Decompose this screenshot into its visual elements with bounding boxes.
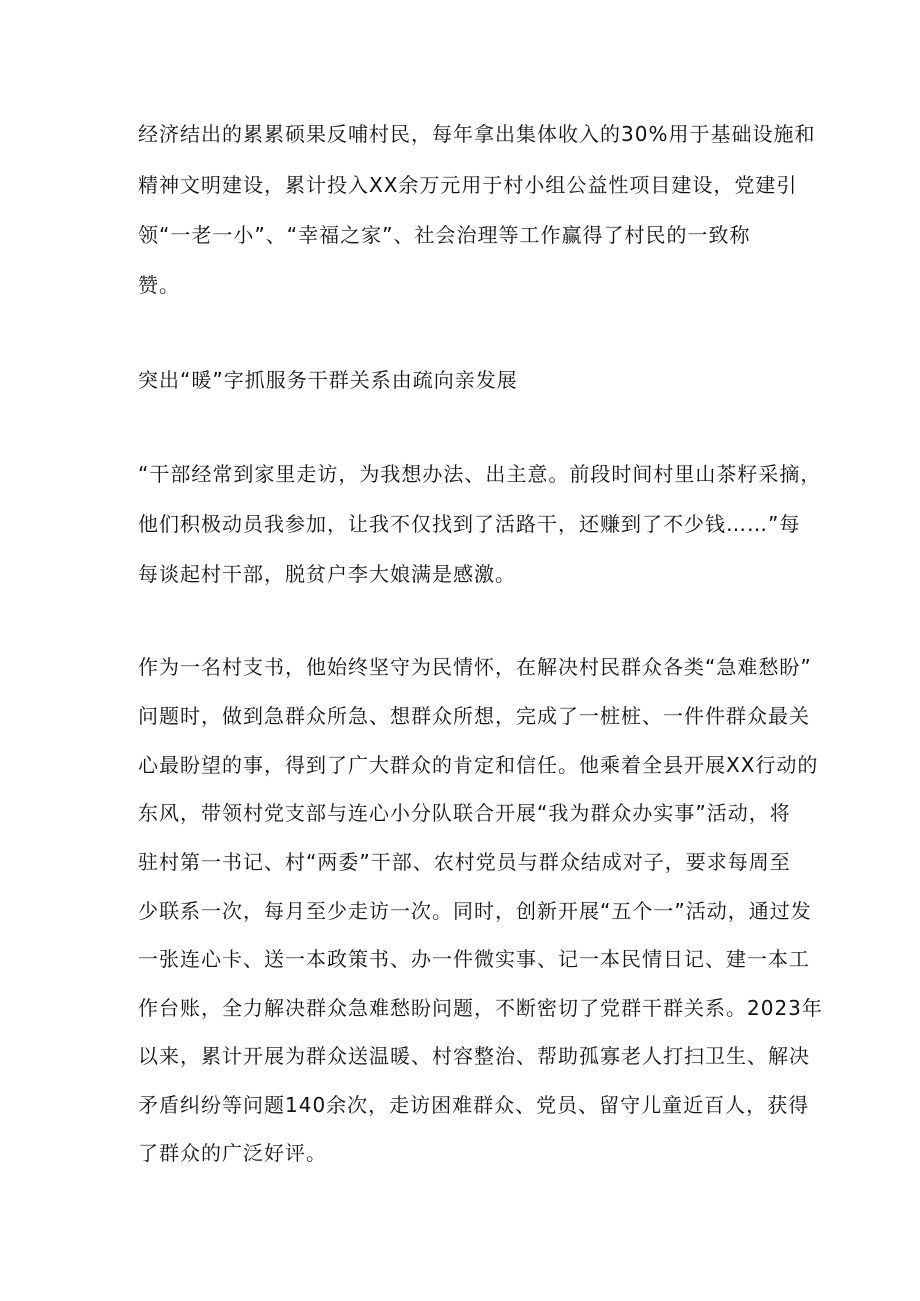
paragraph-3-line: 少联系一次，每月至少走访一次。同时，创新开展“五个一”活动，通过发 — [138, 899, 812, 923]
paragraph-3-line: 驻村第一书记、村“两委”干部、农村党员与群众结成对子，要求每周至 — [138, 850, 791, 874]
paragraph-3-line: 一张连心卡、送一本政策书、办一件微实事、记一本民情日记、建一本工 — [138, 947, 810, 971]
paragraph-1-line: 领“一老一小”、“幸福之家”、社会治理等工作赢得了村民的一致称 — [138, 223, 751, 247]
paragraph-3-line: 心最盼望的事，得到了广大群众的肯定和信任。他乘着全县开展XX行动的 — [138, 753, 819, 777]
paragraph-3-line: 以来，累计开展为群众送温暖、村容整治、帮助孤寡老人打扫卫生、解决 — [138, 1044, 810, 1068]
paragraph-3-line: 作台账，全力解决群众急难愁盼问题，不断密切了党群干群关系。2023年 — [138, 996, 823, 1020]
section-heading: 突出“暖”字抓服务干群关系由疏向亲发展 — [138, 368, 518, 392]
paragraph-3-line: 了群众的广泛好评。 — [138, 1141, 327, 1165]
paragraph-2-line: “干部经常到家里走访，为我想办法、出主意。前段时间村里山茶籽采摘， — [138, 462, 822, 486]
paragraph-2-line: 每谈起村干部，脱贫户李大娘满是感激。 — [138, 562, 516, 586]
paragraph-2-line: 他们积极动员我参加，让我不仅找到了活路干，还赚到了不少钱……”每 — [138, 512, 801, 536]
paragraph-3-line: 东风，带领村党支部与连心小分队联合开展“我为群众办实事”活动，将 — [138, 801, 791, 825]
paragraph-3-line: 作为一名村支书，他始终坚守为民情怀，在解决村民群众各类“急难愁盼” — [138, 655, 812, 679]
paragraph-3-line: 问题时，做到急群众所急、想群众所想，完成了一桩桩、一件件群众最关 — [138, 704, 810, 728]
paragraph-1-line: 经济结出的累累硕果反哺村民，每年拿出集体收入的30%用于基础设施和 — [138, 122, 816, 146]
paragraph-1-line: 精神文明建设，累计投入XX余万元用于村小组公益性项目建设，党建引 — [138, 173, 798, 197]
paragraph-3-line: 矛盾纠纷等问题140余次，走访困难群众、党员、留守儿童近百人，获得 — [138, 1093, 810, 1117]
paragraph-1-line: 赞。 — [138, 273, 180, 297]
